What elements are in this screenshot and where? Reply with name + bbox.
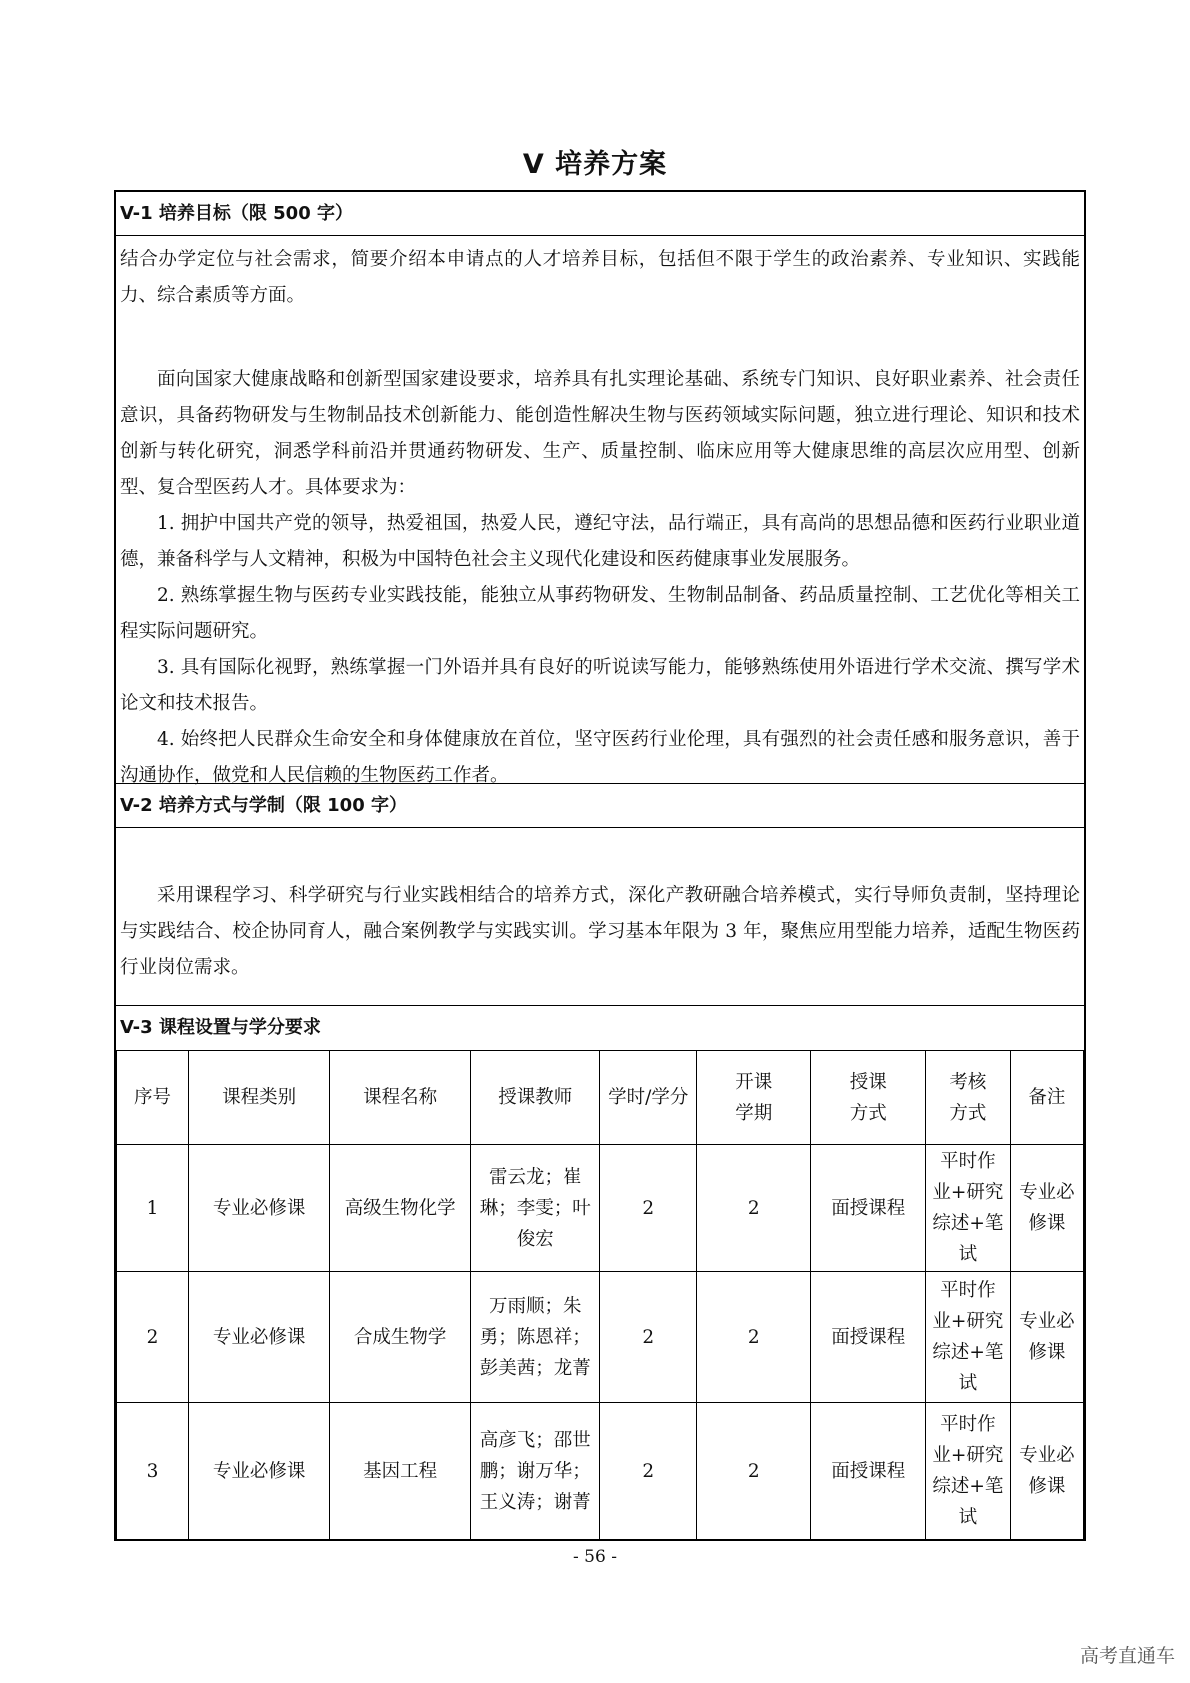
cell-teachers: 雷云龙；崔 琳；李雯；叶 俊宏 xyxy=(471,1145,600,1272)
table-row xyxy=(117,1403,1084,1541)
page-number: - 56 - xyxy=(573,1547,617,1567)
cell-no: 3 xyxy=(117,1403,189,1541)
col-header-term: 开课 学期 xyxy=(696,1051,811,1145)
cell-course-name: 高级生物化学 xyxy=(330,1145,471,1272)
cell-no: 1 xyxy=(117,1145,189,1272)
table-row xyxy=(117,1145,1084,1272)
watermark-text: 高考直通车 xyxy=(1079,1645,1175,1667)
cell-hours-credits: 2 xyxy=(600,1403,696,1541)
col-header-remark: 备注 xyxy=(1010,1051,1083,1145)
cell-term: 2 xyxy=(696,1403,811,1541)
section-v2-heading: V-2 培养方式与学制（限 100 字） xyxy=(116,784,1084,828)
cell-category: 专业必修课 xyxy=(189,1272,330,1403)
cell-teachers: 高彦飞；邵世 鹏；谢万华； 王义涛；谢菁 xyxy=(471,1403,600,1541)
goal-item-1: 1. 拥护中国共产党的领导，热爱祖国，热爱人民，遵纪守法，品行端正，具有高尚的思想品德和医药行业职业道德，兼备科学与人文精神，积极为中国特色社会主义现代化建设和医药健康事业发展服务。 xyxy=(120,513,1080,570)
col-header-category: 课程类别 xyxy=(189,1051,330,1145)
section-v1-instruction: 结合办学定位与社会需求，简要介绍本申请点的人才培养目标，包括但不限于学生的政治素养、专业知识、实践能力、综合素质等方面。 xyxy=(120,249,1080,306)
col-header-no: 序号 xyxy=(117,1051,189,1145)
cell-category: 专业必修课 xyxy=(189,1145,330,1272)
cell-mode: 面授课程 xyxy=(811,1145,926,1272)
goal-item-3: 3. 具有国际化视野，熟练掌握一门外语并具有良好的听说读写能力，能够熟练使用外语进行学术交流、撰写学术论文和技术报告。 xyxy=(120,657,1080,714)
training-plan-form xyxy=(114,190,1086,1541)
section-v3-heading: V-3 课程设置与学分要求 xyxy=(120,1017,321,1038)
cell-exam: 平时作 业+研究 综述+笔 试 xyxy=(925,1403,1010,1541)
cell-remark: 专业必 修课 xyxy=(1010,1272,1083,1403)
cell-hours-credits: 2 xyxy=(600,1145,696,1272)
cell-exam: 平时作 业+研究 综述+笔 试 xyxy=(925,1145,1010,1272)
table-header-row xyxy=(117,1051,1084,1145)
section-v1-body xyxy=(116,236,1084,784)
cell-course-name: 基因工程 xyxy=(330,1403,471,1541)
cell-course-name: 合成生物学 xyxy=(330,1272,471,1403)
page-title: V 培养方案 xyxy=(522,149,668,180)
goal-item-4: 4. 始终把人民群众生命安全和身体健康放在首位，坚守医药行业伦理，具有强烈的社会责任感和服务意识，善于沟通协作，做党和人民信赖的生物医药工作者。 xyxy=(120,729,1080,786)
cell-remark: 专业必 修课 xyxy=(1010,1145,1083,1272)
col-header-name: 课程名称 xyxy=(330,1051,471,1145)
section-v1-intro: 面向国家大健康战略和创新型国家建设要求，培养具有扎实理论基础、系统专门知识、良好职业素养、社会责任意识，具备药物研发与生物制品技术创新能力、能创造性解决生物与医药领域实际问题，独立进行理论、知识和技术创新与转化研究，洞悉学科前沿并贯通药物研发、生产、质量控制、临床应用等大健康思维的高层次应用型、创新型、复合型医药人才。具体要求为： xyxy=(120,369,1080,498)
cell-term: 2 xyxy=(696,1272,811,1403)
cell-mode: 面授课程 xyxy=(811,1272,926,1403)
table-row xyxy=(117,1272,1084,1403)
cell-category: 专业必修课 xyxy=(189,1403,330,1541)
course-table xyxy=(116,1050,1084,1541)
section-v2-text: 采用课程学习、科学研究与行业实践相结合的培养方式，深化产教研融合培养模式，实行导师负责制，坚持理论与实践结合、校企协同育人，融合案例教学与实践实训。学习基本年限为 3 年，聚焦应用型能力培养，适配生物医药行业岗位需求。 xyxy=(120,885,1080,978)
cell-remark: 专业必 修课 xyxy=(1010,1403,1083,1541)
cell-no: 2 xyxy=(117,1272,189,1403)
cell-mode: 面授课程 xyxy=(811,1403,926,1541)
col-header-teachers: 授课教师 xyxy=(471,1051,600,1145)
cell-teachers: 万雨顺；朱 勇；陈恩祥； 彭美茜；龙菁 xyxy=(471,1272,600,1403)
col-header-hours-credits: 学时/学分 xyxy=(600,1051,696,1145)
cell-exam: 平时作 业+研究 综述+笔 试 xyxy=(925,1272,1010,1403)
col-header-exam: 考核 方式 xyxy=(925,1051,1010,1145)
cell-hours-credits: 2 xyxy=(600,1272,696,1403)
col-header-mode: 授课 方式 xyxy=(811,1051,926,1145)
section-v1-heading: V-1 培养目标（限 500 字） xyxy=(116,192,1084,236)
cell-term: 2 xyxy=(696,1145,811,1272)
section-v2-body xyxy=(116,828,1084,1006)
goal-item-2: 2. 熟练掌握生物与医药专业实践技能，能独立从事药物研发、生物制品制备、药品质量控制、工艺优化等相关工程实际问题研究。 xyxy=(120,585,1080,642)
